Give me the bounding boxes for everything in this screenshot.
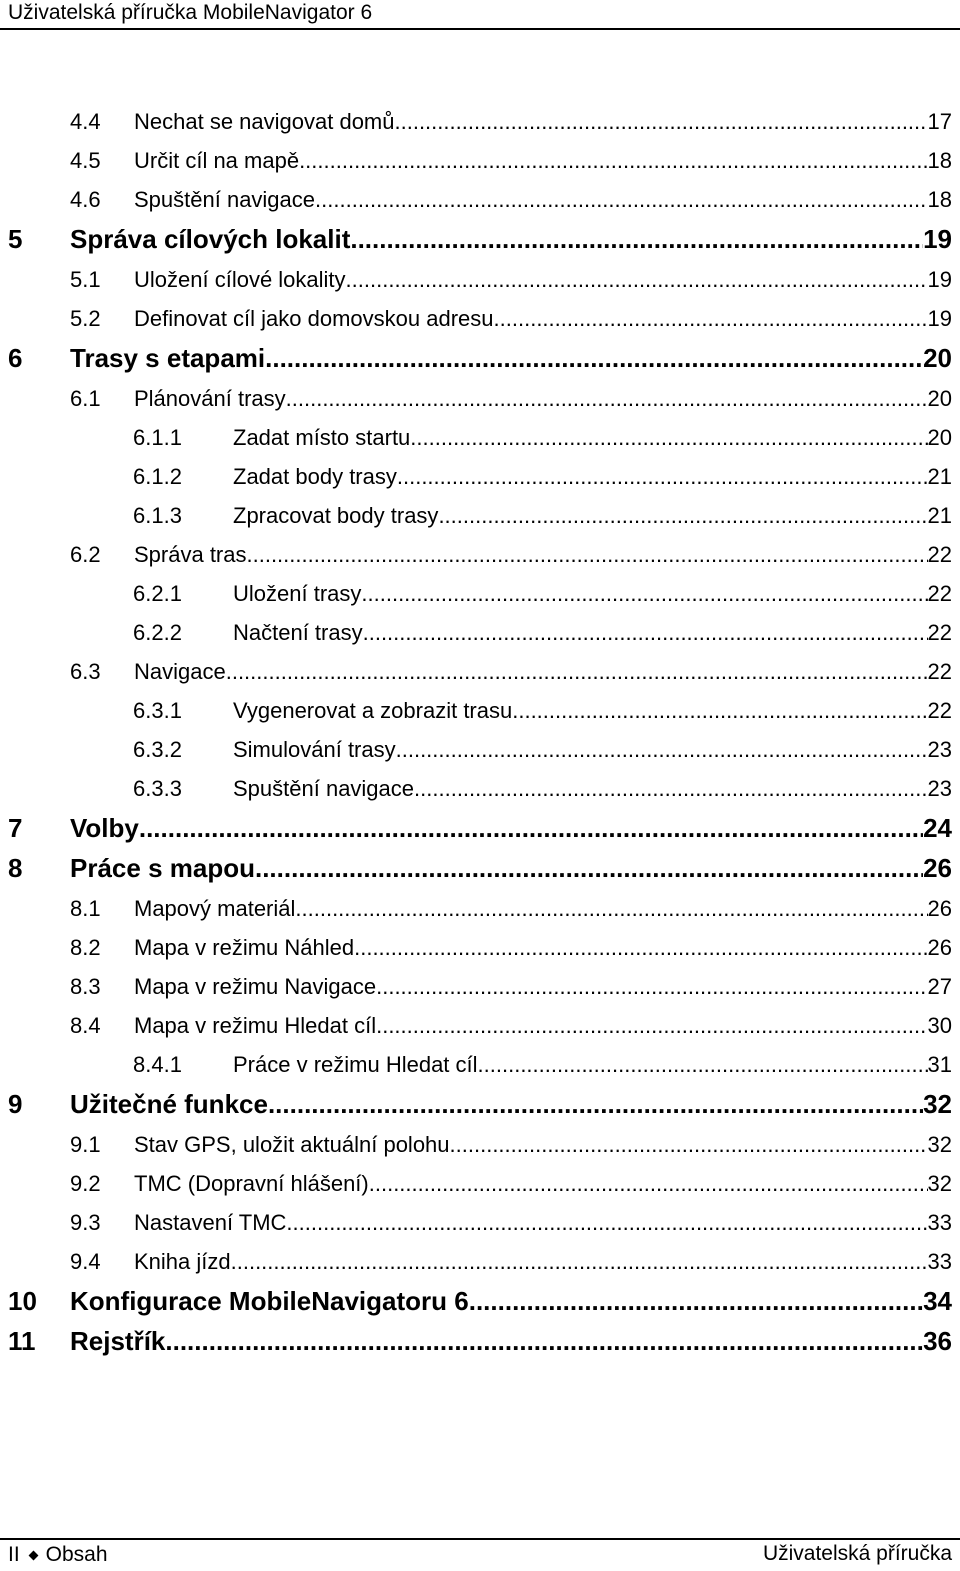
toc-entry-title: Plánování trasy xyxy=(134,386,286,411)
toc-dot-leader xyxy=(494,299,928,338)
toc-dot-leader xyxy=(369,1164,928,1203)
toc-entry-title: Zadat body trasy xyxy=(233,464,397,489)
toc-entry-number: 8.2 xyxy=(70,935,101,960)
toc-entry-title: Určit cíl na mapě xyxy=(134,148,300,173)
toc-entry-page: 22 xyxy=(927,542,952,567)
toc-dot-leader xyxy=(286,379,928,418)
footer-page-number: II xyxy=(8,1543,20,1566)
toc-entry[interactable] xyxy=(0,457,960,496)
toc-dot-leader xyxy=(396,730,928,769)
toc-dot-leader xyxy=(376,967,927,1006)
toc-entry-page: 33 xyxy=(927,1249,952,1274)
toc-entry-page: 36 xyxy=(923,1326,952,1356)
toc-dot-leader xyxy=(438,496,927,535)
toc-entry-number: 6.3.2 xyxy=(133,737,182,762)
toc-entry[interactable] xyxy=(0,691,960,730)
toc-dot-leader xyxy=(363,613,928,652)
toc-entry-number: 6.3.3 xyxy=(133,776,182,801)
toc-entry-title: Zadat místo startu xyxy=(233,425,411,450)
toc-entry-page: 22 xyxy=(927,581,952,606)
toc-entry-number: 9.3 xyxy=(70,1210,101,1235)
toc-entry-number: 6.2 xyxy=(70,542,101,567)
toc-entry[interactable] xyxy=(0,967,960,1006)
toc-entry-page: 18 xyxy=(927,148,952,173)
toc-entry[interactable] xyxy=(0,849,960,888)
toc-dot-leader xyxy=(512,691,927,730)
toc-entry[interactable] xyxy=(0,1322,960,1361)
toc-entry-page: 24 xyxy=(923,813,952,843)
table-of-contents xyxy=(0,102,960,1362)
toc-dot-leader xyxy=(231,1242,928,1281)
toc-entry[interactable] xyxy=(0,574,960,613)
toc-entry-page: 23 xyxy=(927,737,952,762)
toc-entry-number: 8.1 xyxy=(70,896,101,921)
toc-entry-page: 26 xyxy=(927,935,952,960)
toc-entry[interactable] xyxy=(0,769,960,808)
toc-entry-number: 8 xyxy=(8,853,23,883)
toc-entry[interactable] xyxy=(0,102,960,141)
toc-dot-leader xyxy=(165,1322,923,1361)
toc-entry-page: 31 xyxy=(927,1052,952,1077)
toc-entry-page: 22 xyxy=(927,659,952,684)
toc-entry-title: Mapa v režimu Navigace xyxy=(134,974,377,999)
toc-entry-number: 6.1.1 xyxy=(133,425,182,450)
toc-entry-title: Mapový materiál xyxy=(134,896,296,921)
toc-dot-leader xyxy=(469,1282,923,1321)
toc-entry[interactable] xyxy=(0,1164,960,1203)
toc-entry[interactable] xyxy=(0,418,960,457)
toc-dot-leader xyxy=(346,260,928,299)
toc-entry-number: 9 xyxy=(8,1089,23,1119)
toc-entry-title: Stav GPS, uložit aktuální polohu xyxy=(134,1132,450,1157)
toc-entry-number: 4.5 xyxy=(70,148,101,173)
toc-dot-leader xyxy=(410,418,927,457)
toc-entry-number: 6.2.2 xyxy=(133,620,182,645)
toc-entry-title: Spuštění navigace xyxy=(233,776,415,801)
toc-entry[interactable] xyxy=(0,379,960,418)
footer-right: Uživatelská příručka xyxy=(762,1542,952,1565)
toc-entry-title: Konfigurace MobileNavigatoru 6 xyxy=(70,1286,469,1316)
toc-entry-page: 26 xyxy=(927,896,952,921)
toc-entry-title: Užitečné funkce xyxy=(70,1089,268,1119)
toc-entry-number: 4.6 xyxy=(70,187,101,212)
toc-entry-title: Vygenerovat a zobrazit trasu xyxy=(233,698,513,723)
toc-entry-number: 6.1 xyxy=(70,386,101,411)
toc-entry[interactable] xyxy=(0,141,960,180)
toc-dot-leader xyxy=(255,849,923,888)
footer-section: Obsah xyxy=(45,1543,108,1566)
toc-entry[interactable] xyxy=(0,260,960,299)
toc-dot-leader xyxy=(376,1006,927,1045)
toc-entry-number: 9.2 xyxy=(70,1171,101,1196)
toc-entry[interactable] xyxy=(0,1085,960,1124)
toc-entry-number: 6.1.2 xyxy=(133,464,182,489)
toc-entry-number: 8.3 xyxy=(70,974,101,999)
toc-entry-title: Volby xyxy=(70,813,139,843)
toc-dot-leader xyxy=(395,102,928,141)
toc-entry-title: Nechat se navigovat domů xyxy=(134,109,395,134)
toc-entry-title: Trasy s etapami xyxy=(70,343,266,373)
toc-dot-leader xyxy=(414,769,927,808)
toc-entry-title: Práce v režimu Hledat cíl xyxy=(233,1052,478,1077)
toc-entry-page: 21 xyxy=(927,503,952,528)
toc-entry-title: Uložení trasy xyxy=(233,581,362,606)
toc-entry-number: 4.4 xyxy=(70,109,101,134)
toc-dot-leader xyxy=(265,339,923,378)
toc-entry[interactable] xyxy=(0,652,960,691)
toc-entry-page: 19 xyxy=(923,224,952,254)
header-divider xyxy=(0,28,960,30)
toc-entry-page: 32 xyxy=(927,1132,952,1157)
toc-entry[interactable] xyxy=(0,535,960,574)
toc-entry-page: 19 xyxy=(927,306,952,331)
toc-dot-leader xyxy=(315,180,927,219)
toc-entry-page: 26 xyxy=(923,853,952,883)
toc-entry-number: 10 xyxy=(8,1286,37,1316)
page-footer xyxy=(8,1541,952,1569)
toc-dot-leader xyxy=(226,652,928,691)
toc-entry-page: 22 xyxy=(927,620,952,645)
toc-entry-title: Správa tras xyxy=(134,542,247,567)
toc-entry-number: 6.2.1 xyxy=(133,581,182,606)
toc-dot-leader xyxy=(361,574,927,613)
toc-entry-number: 8.4.1 xyxy=(133,1052,182,1077)
toc-entry-title: Načtení trasy xyxy=(233,620,363,645)
toc-entry-title: TMC (Dopravní hlášení) xyxy=(134,1171,369,1196)
toc-entry-number: 6.3 xyxy=(70,659,101,684)
toc-entry-page: 18 xyxy=(927,187,952,212)
toc-entry-number: 7 xyxy=(8,813,23,843)
toc-entry[interactable] xyxy=(0,809,960,848)
toc-entry-title: Nastavení TMC xyxy=(134,1210,287,1235)
toc-dot-leader xyxy=(350,220,923,259)
toc-entry-number: 6 xyxy=(8,343,23,373)
toc-dot-leader xyxy=(397,457,928,496)
toc-entry-page: 27 xyxy=(927,974,952,999)
toc-entry-title: Simulování trasy xyxy=(233,737,396,762)
toc-entry-page: 20 xyxy=(923,343,952,373)
toc-entry-page: 32 xyxy=(923,1089,952,1119)
toc-entry[interactable] xyxy=(0,180,960,219)
toc-entry-number: 5.2 xyxy=(70,306,101,331)
toc-entry[interactable] xyxy=(0,889,960,928)
toc-dot-leader xyxy=(268,1085,923,1124)
toc-entry-page: 22 xyxy=(927,698,952,723)
toc-entry-page: 34 xyxy=(923,1286,952,1316)
toc-entry-page: 19 xyxy=(927,267,952,292)
toc-entry-title: Mapa v režimu Hledat cíl xyxy=(134,1013,377,1038)
toc-entry-page: 32 xyxy=(927,1171,952,1196)
toc-entry-number: 5.1 xyxy=(70,267,101,292)
toc-entry-title: Mapa v režimu Náhled xyxy=(134,935,355,960)
toc-entry-page: 17 xyxy=(927,109,952,134)
toc-entry-title: Definovat cíl jako domovskou adresu xyxy=(134,306,494,331)
toc-entry-number: 8.4 xyxy=(70,1013,101,1038)
toc-entry[interactable] xyxy=(0,1006,960,1045)
toc-entry-number: 11 xyxy=(8,1326,36,1356)
toc-dot-leader xyxy=(299,141,927,180)
toc-dot-leader xyxy=(478,1045,928,1084)
toc-entry[interactable] xyxy=(0,1282,960,1321)
toc-dot-leader xyxy=(247,535,928,574)
toc-entry-page: 23 xyxy=(927,776,952,801)
toc-entry-title: Práce s mapou xyxy=(70,853,255,883)
toc-entry[interactable] xyxy=(0,613,960,652)
toc-entry-page: 20 xyxy=(927,425,952,450)
toc-entry[interactable] xyxy=(0,1045,960,1084)
footer-divider xyxy=(0,1538,960,1540)
toc-entry[interactable] xyxy=(0,1242,960,1281)
toc-entry-page: 21 xyxy=(927,464,952,489)
diamond-icon xyxy=(28,1550,38,1560)
toc-dot-leader xyxy=(139,809,923,848)
toc-entry-number: 5 xyxy=(8,224,23,254)
toc-entry-number: 6.1.3 xyxy=(133,503,182,528)
toc-entry-page: 33 xyxy=(927,1210,952,1235)
toc-entry-title: Navigace xyxy=(134,659,226,684)
toc-entry-number: 9.4 xyxy=(70,1249,101,1274)
toc-entry[interactable] xyxy=(0,496,960,535)
toc-dot-leader xyxy=(295,889,927,928)
toc-entry-page: 30 xyxy=(927,1013,952,1038)
toc-dot-leader xyxy=(450,1125,928,1164)
header-title: Uživatelská příručka MobileNavigator 6 xyxy=(8,1,373,24)
toc-entry-title: Kniha jízd xyxy=(134,1249,231,1274)
footer-left xyxy=(8,1541,108,1569)
toc-entry-title: Uložení cílové lokality xyxy=(134,267,346,292)
toc-dot-leader xyxy=(286,1203,927,1242)
toc-entry[interactable] xyxy=(0,1125,960,1164)
toc-entry[interactable] xyxy=(0,928,960,967)
toc-entry-title: Správa cílových lokalit xyxy=(70,224,351,254)
toc-entry[interactable] xyxy=(0,339,960,378)
page-header xyxy=(8,0,952,28)
toc-entry[interactable] xyxy=(0,220,960,259)
toc-entry[interactable] xyxy=(0,299,960,338)
toc-entry-number: 6.3.1 xyxy=(133,698,182,723)
toc-entry-number: 9.1 xyxy=(70,1132,101,1157)
toc-entry-page: 20 xyxy=(927,386,952,411)
toc-entry-title: Rejstřík xyxy=(70,1326,166,1356)
toc-entry[interactable] xyxy=(0,1203,960,1242)
toc-dot-leader xyxy=(354,928,927,967)
toc-entry-title: Spuštění navigace xyxy=(134,187,316,212)
toc-entry[interactable] xyxy=(0,730,960,769)
toc-entry-title: Zpracovat body trasy xyxy=(233,503,439,528)
